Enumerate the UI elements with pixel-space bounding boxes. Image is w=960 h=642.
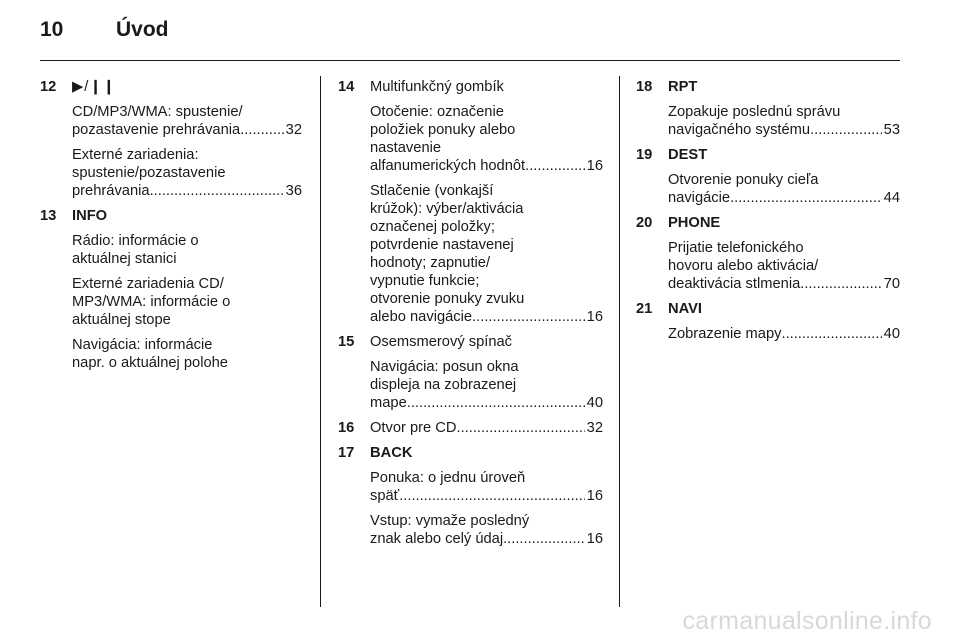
entry-label: ▶/❙❙ (72, 79, 116, 95)
page-reference-line (72, 182, 302, 200)
entry-label: BACK (370, 445, 413, 461)
page-reference-line (370, 530, 603, 548)
entry-number: 12 (40, 79, 57, 95)
entry-17 (338, 444, 603, 548)
entry-body (370, 333, 603, 412)
description-line: Stlačenie (vonkajší (370, 183, 494, 199)
entry-description (72, 103, 302, 139)
page-reference-line (370, 394, 603, 412)
entry-label: DEST (668, 147, 708, 163)
description-line: hovoru alebo aktivácia/ (668, 258, 819, 274)
description-line: otvorenie ponuky zvuku (370, 291, 525, 307)
page-reference-line (370, 157, 603, 175)
page-reference-number: 16 (586, 309, 603, 325)
entry-12 (40, 78, 302, 200)
page-reference-text: navigačného systému (668, 122, 811, 138)
entry-number: 14 (338, 79, 355, 95)
description-line: Vstup: vymaže posledný (370, 513, 530, 529)
watermark: carmanualsonline.info (682, 607, 932, 635)
entry-body (668, 146, 900, 207)
page-reference-line (370, 308, 603, 326)
page-reference-text: späť (370, 488, 400, 504)
page-reference-text: deaktivácia stlmenia (668, 276, 801, 292)
description-line: nastavenie (370, 140, 442, 156)
entry-number: 19 (636, 147, 653, 163)
page-reference-text: Zobrazenie mapy (668, 326, 782, 342)
description-line: Navigácia: informácie (72, 337, 213, 353)
column-right (636, 78, 900, 350)
entry-13 (40, 207, 302, 372)
page-reference-text: pozastavenie prehrávania (72, 122, 241, 138)
page-reference-line (370, 419, 603, 437)
entry-description (668, 171, 900, 207)
page-reference-text: navigácie (668, 190, 731, 206)
entry-body (668, 300, 900, 343)
page-reference-text: znak alebo celý údaj (370, 531, 504, 547)
entry-description (370, 182, 603, 326)
entry-description (668, 325, 900, 343)
dot-leader (781, 325, 881, 343)
entry-description (668, 103, 900, 139)
description-line: hodnoty; zapnutie/ (370, 255, 491, 271)
entry-18 (636, 78, 900, 139)
page-reference-text: alfanumerických hodnôt (370, 158, 526, 174)
page-reference-number: 32 (285, 122, 302, 138)
page-reference-line (668, 275, 900, 293)
description-line: Zopakuje poslednú správu (668, 104, 841, 120)
page-reference-number: 16 (586, 531, 603, 547)
page-reference-number: 36 (285, 183, 302, 199)
column-middle (338, 78, 603, 555)
page-number: 10 (40, 18, 64, 41)
page-reference-number: 44 (883, 190, 900, 206)
description-line: Rádio: informácie o (72, 233, 199, 249)
entry-21 (636, 300, 900, 343)
page-reference-number: 40 (586, 395, 603, 411)
description-line: aktuálnej stope (72, 312, 171, 328)
dot-leader (472, 308, 585, 326)
entry-body (370, 78, 603, 326)
dot-leader (457, 419, 585, 437)
entry-description (72, 336, 302, 372)
page-reference-text: mape (370, 395, 407, 411)
page-reference-number: 32 (586, 420, 603, 436)
description-line: displeja na zobrazenej (370, 377, 517, 393)
entry-label: PHONE (668, 215, 721, 231)
description-line: krúžok): výber/aktivácia (370, 201, 524, 217)
description-line: položiek ponuky alebo (370, 122, 516, 138)
description-line: spustenie/pozastavenie (72, 165, 226, 181)
dot-leader (240, 121, 283, 139)
entry-number: 17 (338, 445, 355, 461)
entry-description (370, 103, 603, 175)
description-line: Otvorenie ponuky cieľa (668, 172, 819, 188)
entry-body (72, 78, 302, 200)
page-reference-line (72, 121, 302, 139)
entry-label: NAVI (668, 301, 702, 317)
entry-number: 18 (636, 79, 653, 95)
column-left (40, 78, 302, 379)
description-line: napr. o aktuálnej polohe (72, 355, 228, 371)
page-reference-line (370, 487, 603, 505)
description-line: vypnutie funkcie; (370, 273, 480, 289)
description-line: CD/MP3/WMA: spustenie/ (72, 104, 243, 120)
entry-number: 13 (40, 208, 57, 224)
dot-leader (800, 275, 881, 293)
entry-body (370, 419, 603, 437)
entry-number: 20 (636, 215, 653, 231)
page-reference-number: 53 (883, 122, 900, 138)
entry-body (72, 207, 302, 372)
page-reference-line (668, 121, 900, 139)
page-reference-number: 40 (883, 326, 900, 342)
dot-leader (810, 121, 882, 139)
description-line: Externé zariadenia: (72, 147, 199, 163)
entry-label: RPT (668, 79, 698, 95)
entry-15 (338, 333, 603, 412)
description-line: potvrdenie nastavenej (370, 237, 514, 253)
dot-leader (407, 394, 585, 412)
page-reference-text: prehrávania (72, 183, 150, 199)
description-line: Multifunkčný gombík (370, 79, 504, 95)
dot-leader (525, 157, 585, 175)
column-divider-1 (320, 76, 321, 607)
entry-description (72, 275, 302, 329)
dot-leader (399, 487, 584, 505)
description-line: Ponuka: o jednu úroveň (370, 470, 526, 486)
entry-description (72, 232, 302, 268)
entry-label: INFO (72, 208, 108, 224)
dot-leader (150, 182, 284, 200)
dot-leader (503, 530, 585, 548)
page-reference-number: 70 (883, 276, 900, 292)
description-line: Osemsmerový spínač (370, 334, 513, 350)
description-line: Navigácia: posun okna (370, 359, 519, 375)
entry-description (370, 512, 603, 548)
column-divider-2 (619, 76, 620, 607)
dot-leader (730, 189, 882, 207)
page-reference-line (668, 325, 900, 343)
page-reference-number: 16 (586, 488, 603, 504)
entry-description (668, 239, 900, 293)
entry-description (72, 146, 302, 200)
entry-description (370, 469, 603, 505)
page-reference-text: Otvor pre CD (370, 420, 457, 436)
entry-16 (338, 419, 603, 437)
entry-20 (636, 214, 900, 293)
entry-number: 21 (636, 301, 653, 317)
entry-description (370, 419, 603, 437)
entry-description (370, 358, 603, 412)
page-reference-number: 16 (586, 158, 603, 174)
entry-body (668, 78, 900, 139)
description-line: MP3/WMA: informácie o (72, 294, 231, 310)
description-line: aktuálnej stanici (72, 251, 177, 267)
header-rule (40, 60, 900, 61)
page-reference-line (668, 189, 900, 207)
entry-body (668, 214, 900, 293)
entry-number: 16 (338, 420, 355, 436)
description-line: Externé zariadenia CD/ (72, 276, 224, 292)
description-line: označenej položky; (370, 219, 495, 235)
description-line: Otočenie: označenie (370, 104, 504, 120)
entry-14 (338, 78, 603, 326)
entry-description (370, 78, 603, 96)
page-reference-text: alebo navigácie (370, 309, 473, 325)
page-title: Úvod (116, 18, 169, 41)
entry-description (370, 333, 603, 351)
entry-19 (636, 146, 900, 207)
entry-body (370, 444, 603, 548)
entry-number: 15 (338, 334, 355, 350)
description-line: Prijatie telefonického (668, 240, 804, 256)
